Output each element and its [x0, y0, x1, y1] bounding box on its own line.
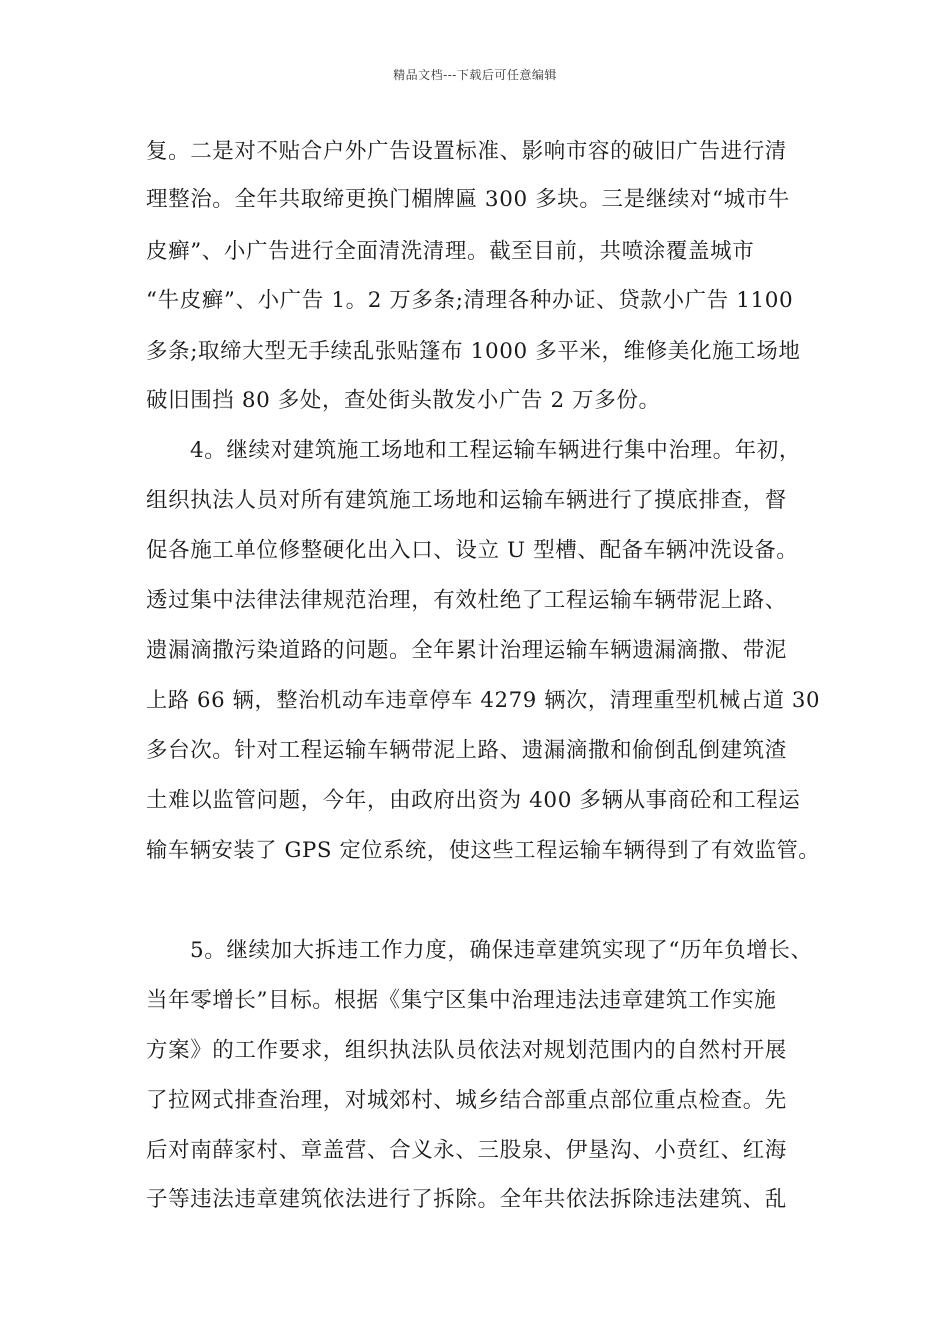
- page-header: 精品文档---下载后可任意编辑: [393, 68, 557, 82]
- text-line: 4。继续对建筑施工场地和工程运输车辆进行集中治理。年初，: [190, 438, 801, 463]
- text-line: 了拉网式排查治理，对城郊村、城乡结合部重点部位重点检查。先: [146, 1088, 787, 1113]
- text-line: 多台次。针对工程运输车辆带泥上路、遗漏滴撒和偷倒乱倒建筑渣: [146, 738, 787, 763]
- text-line: 促各施工单位修整硬化出入口、设立 U 型槽、配备车辆冲洗设备。: [146, 538, 799, 563]
- text-line: 当年零增长”目标。根据《集宁区集中治理违法违章建筑工作实施: [146, 988, 777, 1013]
- text-line: 输车辆安装了 GPS 定位系统，使这些工程运输车辆得到了有效监管。: [146, 838, 821, 863]
- text-line: 上路 66 辆，整治机动车违章停车 4279 辆次，清理重型机械占道 30: [146, 688, 821, 713]
- text-line: 后对南薛家村、章盖营、合义永、三股泉、伊垦沟、小贲红、红海: [146, 1138, 787, 1163]
- text-line: 皮癣”、小广告进行全面清洗清理。截至目前，共喷涂覆盖城市: [146, 239, 755, 264]
- text-line: 理整治。全年共取缔更换门楣牌匾 300 多块。三是继续对“城市牛: [146, 187, 790, 212]
- text-line: 透过集中法律法律规范治理，有效杜绝了工程运输车辆带泥上路、: [146, 588, 787, 613]
- text-line: 子等违法违章建筑依法进行了拆除。全年共依法拆除违法建筑、乱: [146, 1187, 787, 1212]
- text-line: 复。二是对不贴合户外广告设置标准、影响市容的破旧广告进行清: [146, 139, 787, 164]
- text-line: 土难以监管问题，今年，由政府出资为 400 多辆从事商砼和工程运: [146, 788, 801, 813]
- text-line: 多条;取缔大型无手续乱张贴篷布 1000 多平米，维修美化施工场地: [146, 339, 801, 364]
- text-line: 组织执法人员对所有建筑施工场地和运输车辆进行了摸底排查，督: [146, 488, 787, 513]
- text-line: “牛皮癣”、小广告 1。2 万多条;清理各种办证、贷款小广告 1100: [146, 288, 794, 313]
- text-line: 方案》的工作要求，组织执法队员依法对规划范围内的自然村开展: [146, 1038, 787, 1063]
- text-line: 遗漏滴撒污染道路的问题。全年累计治理运输车辆遗漏滴撒、带泥: [146, 638, 787, 663]
- text-line: 破旧围挡 80 多处，查处街头散发小广告 2 万多份。: [146, 388, 661, 413]
- text-line: 5。继续加大拆违工作力度，确保违章建筑实现了“历年负增长、: [190, 938, 813, 963]
